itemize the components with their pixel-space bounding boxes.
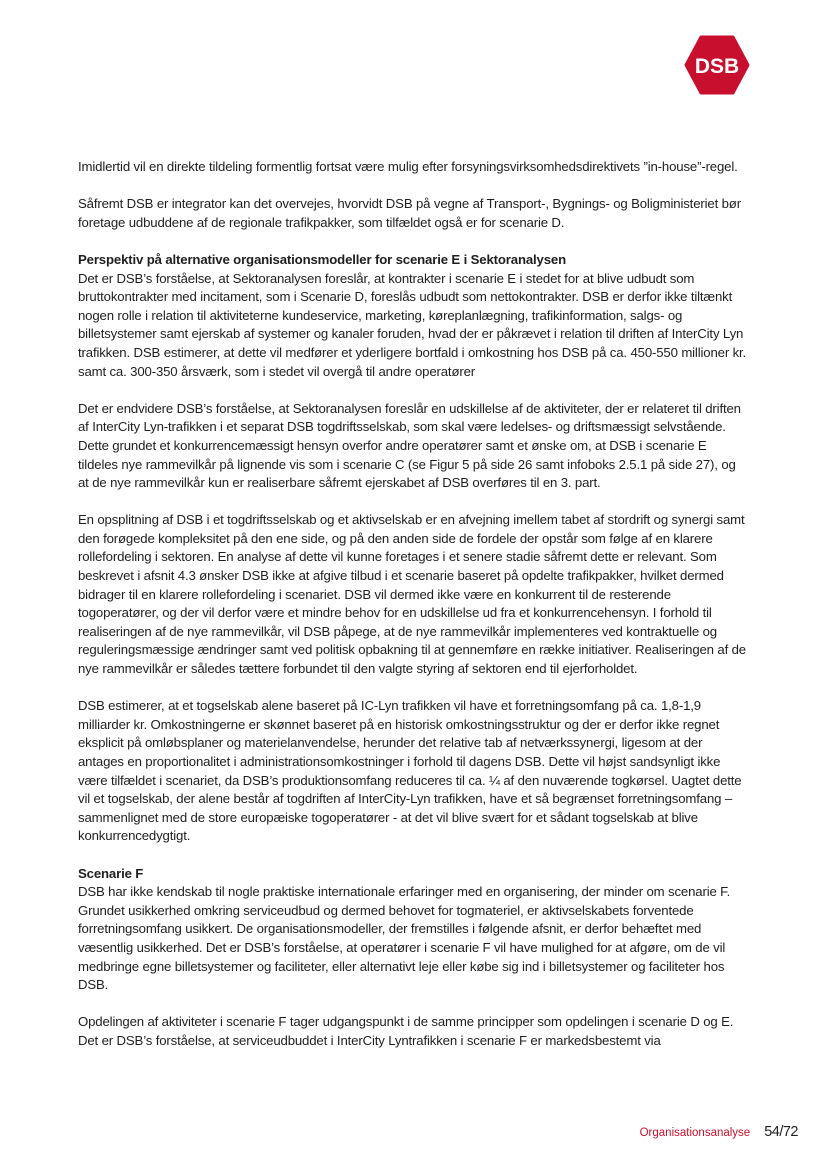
paragraph-ic-lyn-estimate: DSB estimerer, at et togselskab alene baseret på IC-Lyn trafikken vil have et forretningsomfang på ca. 1,8-1,9 milliarder kr. Omkostningerne er skønnet baseret på en historisk omkostningsstruktur og der er derfor ikke regnet eksplicit på omløbsplaner og materielanvendelse, herunder det relative tab af netværkssynergi, ligesom at der antages en proportionalitet i administrationsomkostninger i forhold til dagens DSB. Dette vil højst sandsynligt ikke være tilfældet i scenariet, da DSB’s produktionsomfang reduceres til ca. ¼ af den nuværende togkørsel. Uagtet dette vil et togselskab, der alene består af togdriften af InterCity-Lyn trafikken, have et så begrænset forretningsomfang – sammenlignet med de store europæiske togoperatører - at det vil blive svært for et sådant togselskab at blive konkurrencedygtigt. (78, 698, 742, 844)
heading-scenario-f: Scenarie F (78, 865, 144, 881)
paragraph-integrator: Såfremt DSB er integrator kan det overvejes, hvorvidt DSB på vegne af Transport-, Bygnings- og Boligministeriet bør foretage udbuddene af de regionale trafikpakker, som tilfældet også er for scenarie D. (78, 196, 741, 230)
paragraph-scenario-f-intro: DSB har ikke kendskab til nogle praktiske internationale erfaringer med en organisering, der minder om scenarie F. Grundet usikkerhed omkring serviceudbud og dermed behovet for togmateriel, er aktivselskabets forventede forretningsomfang usikkert. De organisationsmodeller, der fremstilles i følgende afsnit, er derfor behæftet med væsentlig usikkerhed. Det er DSB’s forståelse, at operatører i scenarie F vil have mulighed for at afgøre, om de vil medbringe egne billetsystemer og faciliteter, eller alternativt leje eller købe sig ind i billetsystemer og faciliteter hos DSB. (78, 884, 731, 993)
paragraph-net-contracts: Det er DSB’s forståelse, at Sektoranalysen foreslår, at kontrakter i scenarie E i stedet for at blive udbudt som bruttokontrakter med incitament, som i Scenarie D, foreslås udbudt som nettokontrakter. DSB er derfor ikke tiltænkt nogen rolle i relation til aktiviteterne kundeservice, marketing, køreplanlægning, trafikinformation, salgs- og billetsystemer samt ejerskab af systemer og kanaler foruden, hvad der er påkrævet i relation til driften af InterCity Lyn trafikken. DSB estimerer, at dette vil medfører et yderligere bortfald i omkostning hos DSB på ca. 450-550 millioner kr. samt ca. 300-350 årsværk, som i stedet vil overgå til andre operatører (78, 270, 747, 379)
footer-section-label: Organisationsanalyse (639, 1127, 751, 1139)
dsb-logo-shape (684, 35, 750, 95)
paragraph-scenario-f-division: Opdelingen af aktiviteter i scenarie F tager udgangspunkt i de samme principper som opdelingen i scenarie D og E. Det er DSB’s forståelse, at serviceudbuddet i InterCity Lyntrafikken i scenarie F er markedsbestemt via (78, 1014, 734, 1048)
paragraph-separation: Det er endvidere DSB’s forståelse, at Sektoranalysen foreslår en udskillelse af de aktiviteter, der er relateret til driften af InterCity Lyn-trafikken i et separat DSB togdriftsselskab, som skal være ledelses- og driftsmæssigt selvstående. Dette grundet et konkurrencemæssigt hensyn overfor andre operatører samt et ønske om, at DSB i scenarie E tildeles nye rammevilkår på lignende vis som i scenarie C (se Figur 5 på side 26 samt infoboks 2.5.1 på side 27), og at de nye rammevilkår kun er realiserbare såfremt ejerskabet af DSB overføres til en 3. part. (78, 400, 741, 491)
dsb-logo (684, 35, 750, 95)
heading-scenario-e: Perspektiv på alternative organisationsmodeller for scenarie E i Sektoranalysen (78, 251, 567, 267)
document-body (78, 158, 748, 1069)
paragraph-split-tradeoff: En opsplitning af DSB i et togdriftsselskab og et aktivselskab er en afvejning imellem tabet af stordrift og synergi samt den forøgede kompleksitet på den ene side, og på den anden side de fordele der opstår som følge af en klarere rollefordeling i sektoren. En analyse af dette vil kunne foretages i et senere stadie såfremt dette er relevant. Som beskrevet i afsnit 4.3 ønsker DSB ikke at afgive tilbud i et scenarie baseret på opdelte trafikpakker, hvilket dermed bidrager til en klarere rollefordeling i scenariet. DSB vil dermed ikke være en konkurrent til de resterende togoperatører, og der vil derfor være et mindre behov for en udskillelse ud fra et konkurrencehensyn. I forhold til realiseringen af de nye rammevilkår, vil DSB påpege, at de nye rammevilkår implementeres ved kontraktuelle og reguleringsmæssige ændringer samt ved politisk opbakning til at gennemføre en række initiativer. Realiseringen af de nye rammevilkår er således tættere forbundet til den valgte styring af sektoren end til ejerforholdet. (78, 512, 746, 677)
page-number: 54/72 (764, 1124, 798, 1140)
paragraph-inhouse-rule: Imidlertid vil en direkte tildeling formentlig fortsat være mulig efter forsyningsvirksomhedsdirektivets ”in-house”-regel. (78, 159, 738, 174)
dsb-logo-text: DSB (694, 55, 740, 78)
page-footer (640, 1124, 798, 1144)
